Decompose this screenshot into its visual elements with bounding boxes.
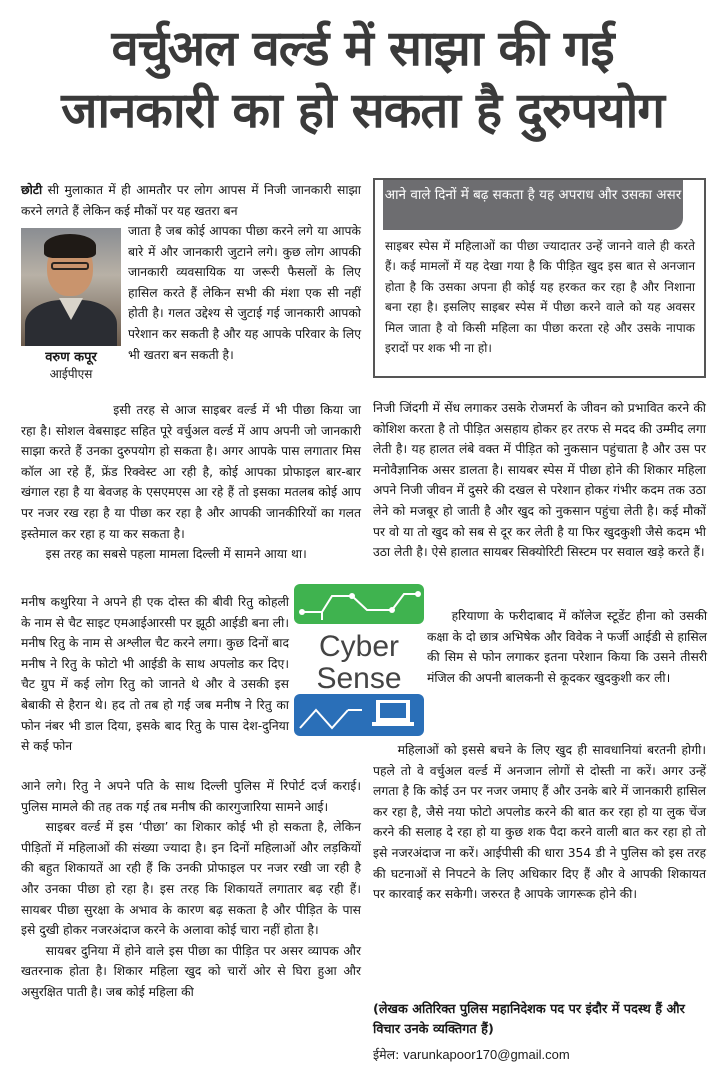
graphic-word-sense: Sense xyxy=(316,662,402,695)
right-paragraph-1: निजी जिंदगी में सेंध लगाकर उसके रोजमर्रा के जीवन को प्रभावित करने की कोशिश करता है तो पीड़ित असहाय होकर हर तरफ से मदद की उम्मीद लगा लेती है। यह हालत लंबे वक्त में पीड़ित को नुकसान पहुंचाता है और उस पर मनोवैज्ञानिक असर डालता है। सायबर स्पेस में पीछा होने की शिकार महिला अपने निजी जीवन में दुसरे की दखल से परेशान होकर गंभीर कदम तक उठा लेने को मजबूर हो जाती है और खुद को नुकसान पहुंचा लेती है। कई मौकों पर वो या तो खुद को सब से दूर कर लेती है या फिर खुदकुशी जैसे कदम भी उठा लेती है। ऐसे हालात सायबर सिक्योरिटी सिस्टम पर सवाल खड़े करते हैं। xyxy=(373,401,706,560)
headline-line-1: वर्चुअल वर्ल्ड में साझा की गई xyxy=(111,20,614,77)
left-column-photo-wrap xyxy=(128,221,361,365)
paragraph-3-end: आने लगे। रितु ने अपने पति के साथ दिल्ली पुलिस में रिपोर्ट दर्ज कराई। पुलिस मामले की तह तक गई तब मनीष की कारगुजारिया सामने आई। xyxy=(21,779,361,814)
headline-line-2: जानकारी का हो सकता है दुरुपयोग xyxy=(61,82,664,139)
author-name: वरुण कपूर xyxy=(45,350,97,365)
paragraph-intro-top: सी मुलाकात में ही आमतौर पर लोग आपस में निजी जानकारी साझा करने लगते हैं लेकिन कई मौकों पर यह खतरा बन xyxy=(21,183,361,218)
sidebar-title: आने वाले दिनों में बढ़ सकता है यह अपराध और उसका असर xyxy=(383,180,683,230)
paragraph-intro-wrap: जाता है जब कोई आपका पीछा करने लगे या आपके बारे में और जानकारी जुटाने लगे। कुछ लोग आपकी जानकारी व्यवसायिक या जरूरी फैसलों के लिए हासिल करते हैं लेकिन सभी की मंशा एक सी नहीं होती है। गलत उद्देश्य से जुटाई गई जानकारी आपको परेशान कर सकती है और यह आपके परिवार के लिए भी खतरा बन सकती है। xyxy=(128,224,361,362)
left-column-middle xyxy=(21,400,361,565)
author-role: आईपीएस xyxy=(49,367,93,381)
author-photo xyxy=(21,228,121,358)
author-email-line xyxy=(373,1046,706,1064)
author-portrait-image xyxy=(21,228,121,346)
right-column-bottom xyxy=(373,740,706,905)
right-column-top xyxy=(373,398,706,563)
sidebar-body: साइबर स्पेस में महिलाओं का पीछा ज्यादातर उन्हें जानने वाले ही करते हैं। कई मामलों में यह देखा गया है कि पीड़ित खुद इस बात से अनजान होता है कि उसका अपना ही कोई यह हरकत कर रहा है और निशाना बना रहा है। इसलिए साइबर स्पेस में पीछा करने वाले को यह अवसर मिल जाता है वो किसी महिला का पीछा करता रहे और उसके नापाक इरादों पर शक भी ना हो। xyxy=(385,239,695,356)
paragraph-4: साइबर वर्ल्ड में इस ‘पीछा’ का शिकार कोई भी हो सकता है, लेकिन पीड़ितों में महिलाओं की संख्या ज्यादा है। इन दिनों महिलाओं और लड़कियों की बहुत शिकायतें आ रही हैं कि उनकी प्रोफाइल पर नजर रखी जा रही है और उनका पीछा हो रहा है। इस तरह कि शिकायतें लगातार बढ़ रही हैं। सायबर पीछा सुरक्षा के अभाव के कारण बढ़ सकता है और पीड़ित के पास इसे दुखी होकर नजरअंदाज करने के अलावा कोई चारा नहीं होता है। xyxy=(21,820,361,938)
email-address[interactable]: varunkapoor170@gmail.com xyxy=(403,1047,570,1062)
lead-word: छोटी xyxy=(21,183,43,197)
paragraph-2: इसी तरह से आज साइबर वर्ल्ड में भी पीछा किया जा रहा है। सोशल वेबसाइट सहित पूरे वर्चुअल वर्ल्ड में आप अपनी जो जानकारी साझा करते हैं उनका दुरुपयोग हो सकता है। अगर आपके पास लगातार मिस कॉल आ रहे हैं, फ्रेंड रिक्वेस्ट आ रही है, कोई आपका प्रोफाइल बार-बार खंगाल रहा है या बेवजह के एसएमएस आ रहे हैं तो इसका मतलब कोई आप पर नजर रख रहा है या पीछा कर रहा है और आपकी जानकीरियों का गलत इस्तेमाल कर रहा ह या कर सकता है। xyxy=(21,403,361,541)
left-column-bottom xyxy=(21,776,361,1003)
paragraph-3-start: इस तरह का सबसे पहला मामला दिल्ली में सामने आया था। xyxy=(45,547,307,562)
headline xyxy=(0,18,725,142)
paragraph-3-wrap: मनीष कथुरिया ने अपने ही एक दोस्त की बीवी रितु कोहली के नाम से चैट साइट एमआईआरसी पर झूठी आईडी बना ली। मनीष रितु के नाम से अश्लील चैट करने लगा। कुछ दिनों बाद मनीष ने रितु के फोटो भी आईडी के साथ अपलोड कर दिए। चैट ग्रुप में कई लोग रितु को जानते थे और वे उसकी इस बेबाकी से हैरान थे। हद तो तब हो गई जब मनीष ने रितु का फोन नंबर भी डाल दिया, इसके बाद रितु के पास देश-दुनिया से कई फोन xyxy=(21,595,289,754)
right-column-graphic-wrap xyxy=(427,606,707,688)
left-column-intro xyxy=(21,180,361,221)
right-paragraph-3: महिलाओं को इससे बचने के लिए खुद ही सावधानियां बरतनी होगी। पहले तो वे वर्चुअल वर्ल्ड में अनजान लोगों से दोस्ती ना करें। अगर उन्हें लगता है कि कोई उन पर नजर जमाए हैं और उनके बारे में जानकारी हासिल कर रहा है, जैसे नया फोटो अपलोड करने की बात कर रहा हो या लुक चेंज करने की सलाह दे रहा हो या कुछ शक पैदा करने वाली बात कर रहा हो तो इसे नजरअंदाज ना करें। आईपीसी की धारा 354 डी ने पुलिस को इस तरह की घटनाओं से निपटने के लिए अधिकार दिए हैं और वे आपकी शिकायत पर कारवाई कर सकेगी। जरुरत है आपके जागरूक होने की। xyxy=(373,743,706,902)
graphic-word-cyber: Cyber xyxy=(318,630,400,663)
author-note: (लेखक अतिरिक्त पुलिस महानिदेशक पद पर इंदौर में पदस्थ हैं और विचार उनके व्यक्तिगत हैं) xyxy=(373,1002,685,1037)
left-column-graphic-wrap xyxy=(21,592,289,757)
sidebar-box xyxy=(373,178,706,378)
paragraph-5: सायबर दुनिया में होने वाले इस पीछा का पीड़ित पर असर व्यापक और खतरनाक होता है। शिकार महिला खुद को चारों ओर से घिरा हुआ और असुरक्षित पाती है। जब कोई महिला की xyxy=(21,943,361,999)
email-label: ईमेल: xyxy=(373,1047,400,1062)
right-paragraph-2: हरियाणा के फरीदाबाद में कॉलेज स्टूडेंट हीना को उसकी कक्षा के दो छात्र अभिषेक और विवेक ने फर्जी आईडी से हासिल की सिम से फोन लगाकर इतना परेशान किया कि उसने तीसरी मंजिल की अपनी बालकनी से कूदकर खुदकुशी कर ली। xyxy=(427,609,707,685)
cyber-sense-graphic xyxy=(292,582,426,738)
